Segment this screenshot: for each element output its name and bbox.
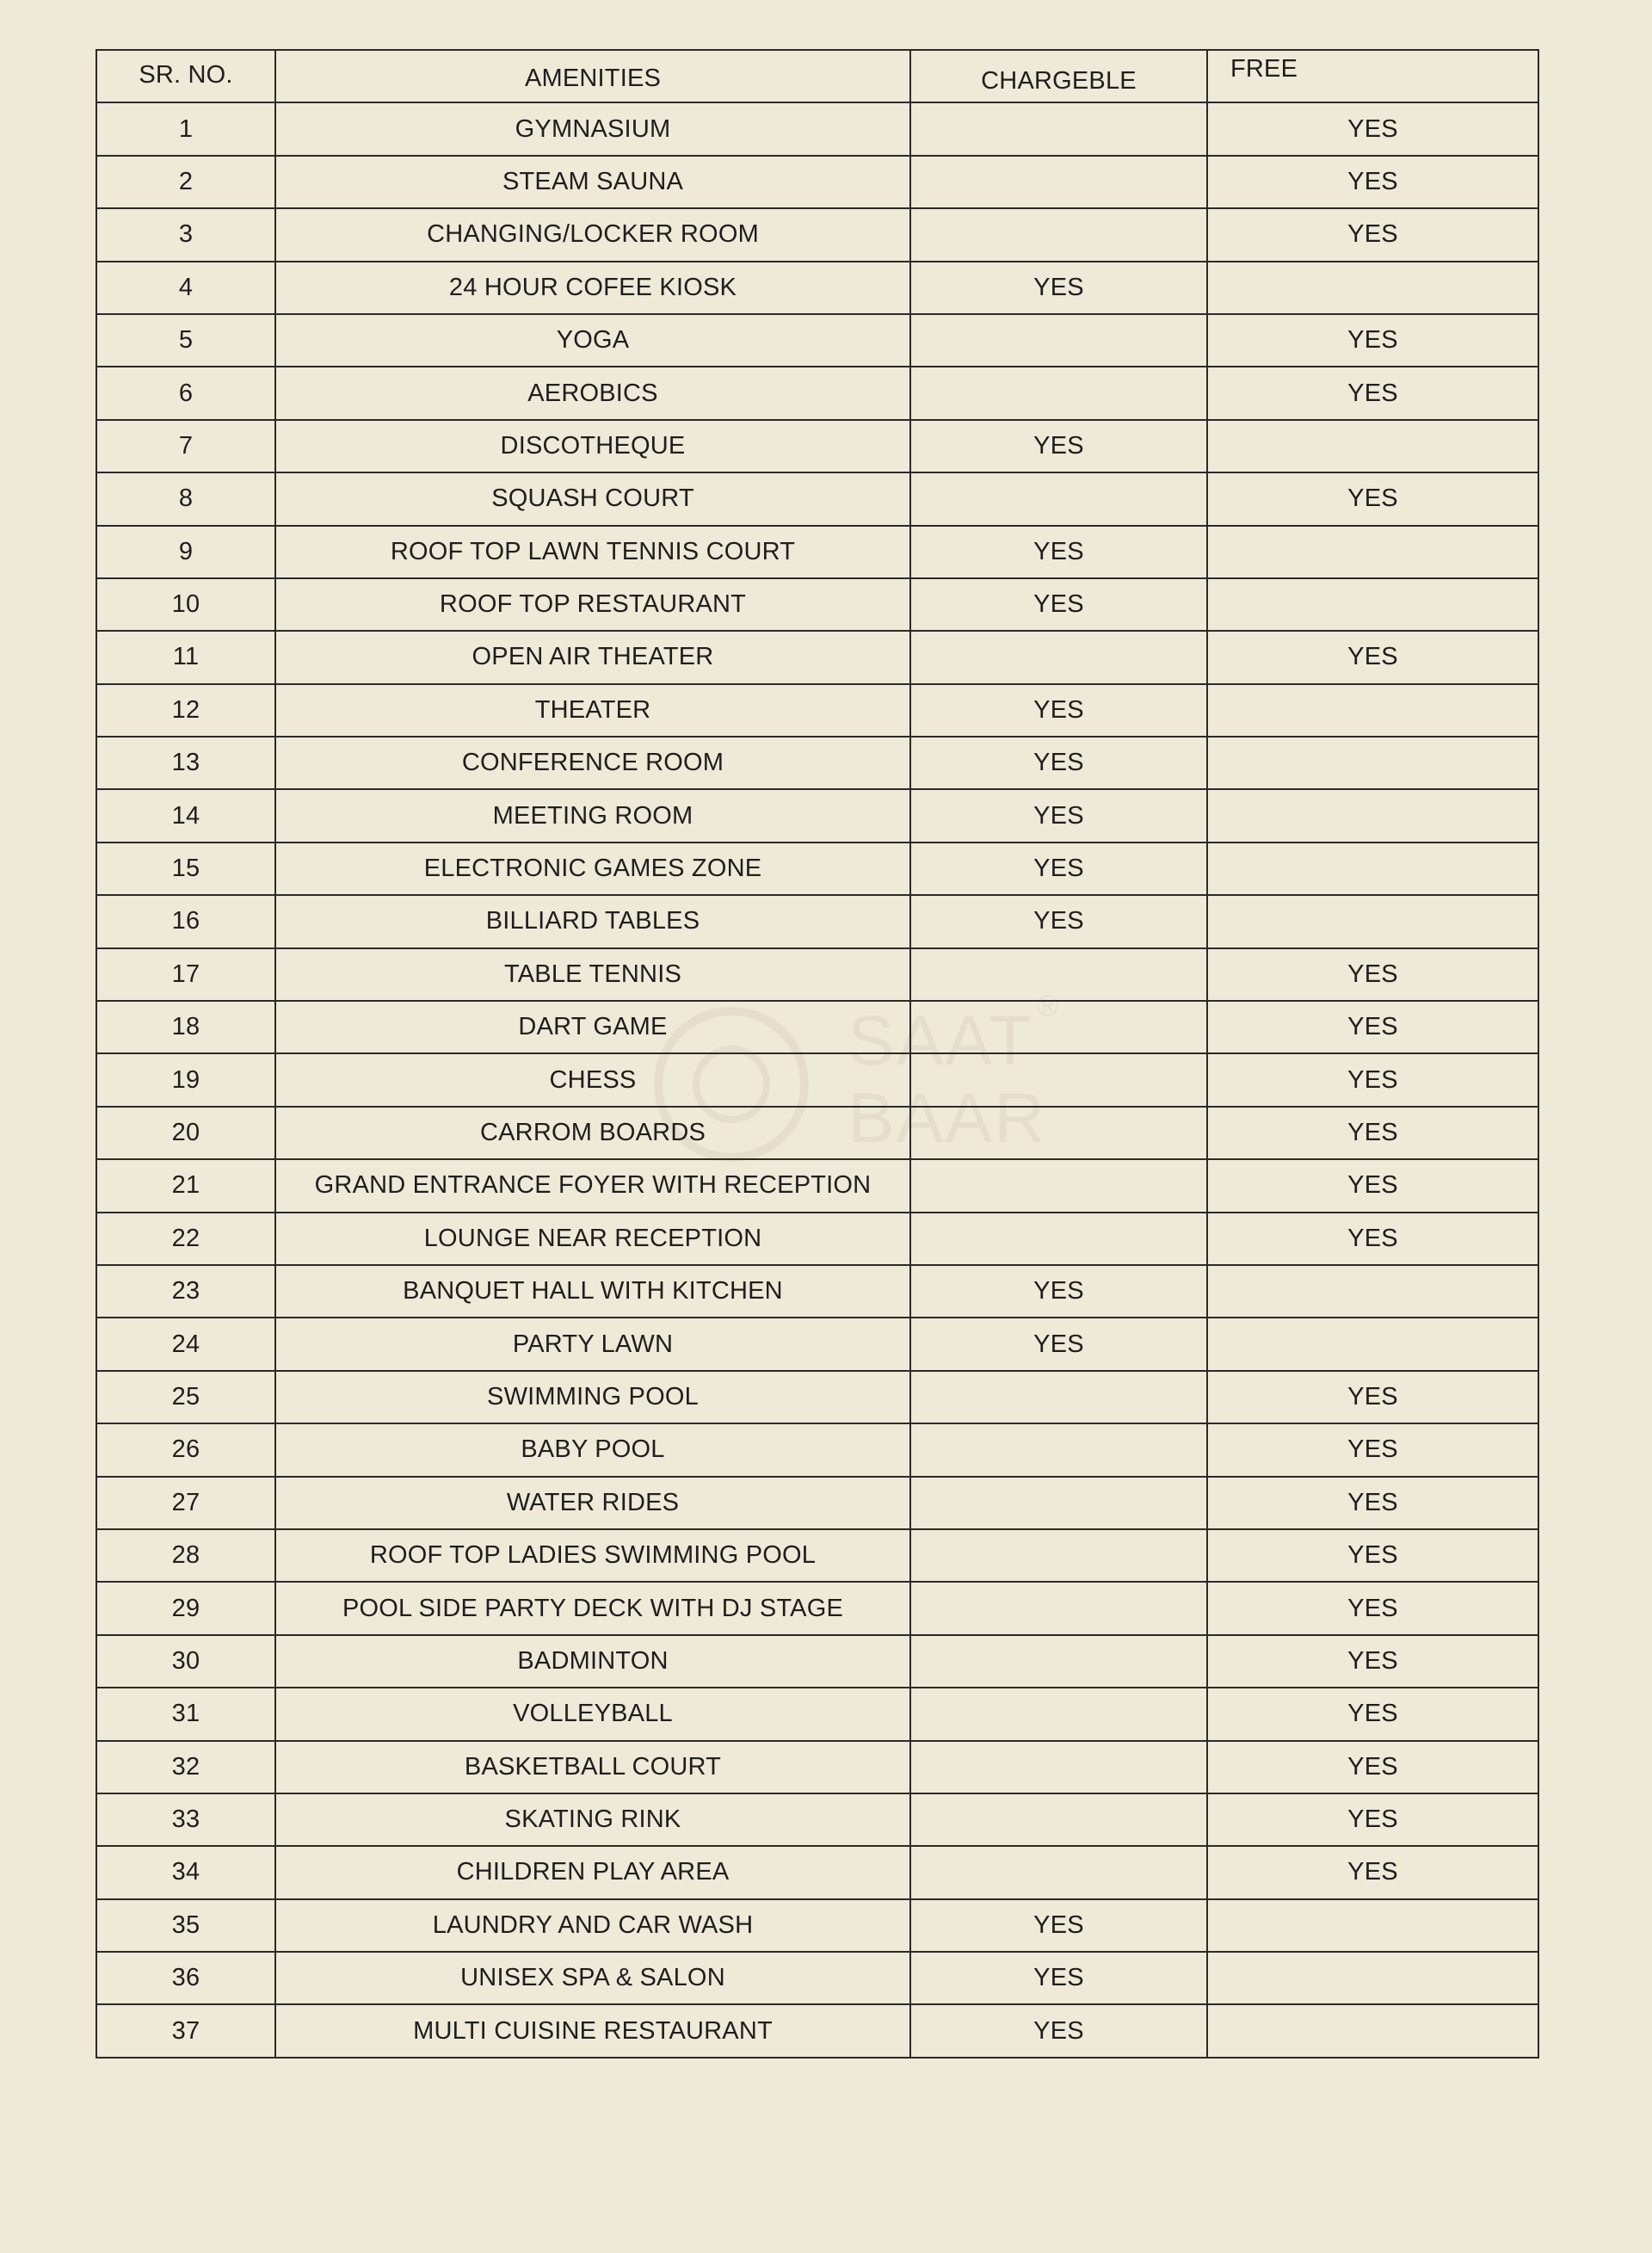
- cell-chargeable: [910, 1371, 1207, 1423]
- cell-sr-no: 9: [96, 526, 275, 578]
- table-row: [96, 1159, 1538, 1212]
- cell-chargeable: [910, 631, 1207, 683]
- cell-amenity: MEETING ROOM: [275, 789, 910, 842]
- table-row: [96, 526, 1538, 578]
- table-row: [96, 1477, 1538, 1529]
- cell-chargeable: YES: [910, 1952, 1207, 2004]
- table-row: [96, 1318, 1538, 1370]
- cell-chargeable: [910, 156, 1207, 208]
- table-row: [96, 1529, 1538, 1582]
- cell-free: [1207, 684, 1538, 737]
- cell-amenity: YOGA: [275, 314, 910, 367]
- cell-sr-no: 31: [96, 1688, 275, 1740]
- table-row: [96, 1899, 1538, 1952]
- cell-sr-no: 4: [96, 262, 275, 314]
- cell-amenity: UNISEX SPA & SALON: [275, 1952, 910, 2004]
- table-row: [96, 1688, 1538, 1740]
- table-row: [96, 578, 1538, 631]
- cell-amenity: CARROM BOARDS: [275, 1107, 910, 1159]
- cell-free: YES: [1207, 1371, 1538, 1423]
- cell-chargeable: [910, 1688, 1207, 1740]
- cell-amenity: STEAM SAUNA: [275, 156, 910, 208]
- cell-sr-no: 17: [96, 948, 275, 1001]
- cell-sr-no: 36: [96, 1952, 275, 2004]
- table-row: [96, 262, 1538, 314]
- cell-sr-no: 13: [96, 737, 275, 789]
- cell-free: [1207, 1265, 1538, 1318]
- cell-amenity: WATER RIDES: [275, 1477, 910, 1529]
- cell-free: [1207, 420, 1538, 472]
- cell-amenity: CONFERENCE ROOM: [275, 737, 910, 789]
- cell-amenity: SQUASH COURT: [275, 472, 910, 525]
- cell-amenity: OPEN AIR THEATER: [275, 631, 910, 683]
- cell-free: YES: [1207, 1107, 1538, 1159]
- cell-sr-no: 8: [96, 472, 275, 525]
- cell-amenity: ELECTRONIC GAMES ZONE: [275, 843, 910, 895]
- table-row: [96, 1793, 1538, 1846]
- cell-chargeable: YES: [910, 843, 1207, 895]
- header-amenities: AMENITIES: [275, 50, 910, 102]
- cell-free: YES: [1207, 1635, 1538, 1688]
- cell-sr-no: 16: [96, 895, 275, 947]
- cell-amenity: TABLE TENNIS: [275, 948, 910, 1001]
- cell-chargeable: [910, 472, 1207, 525]
- cell-sr-no: 2: [96, 156, 275, 208]
- cell-amenity: CHESS: [275, 1053, 910, 1106]
- cell-amenity: BABY POOL: [275, 1423, 910, 1476]
- cell-chargeable: YES: [910, 2004, 1207, 2057]
- cell-sr-no: 30: [96, 1635, 275, 1688]
- table-row: [96, 472, 1538, 525]
- cell-free: [1207, 737, 1538, 789]
- amenities-table: [96, 49, 1539, 2059]
- cell-amenity: PARTY LAWN: [275, 1318, 910, 1370]
- cell-chargeable: YES: [910, 526, 1207, 578]
- cell-chargeable: [910, 1213, 1207, 1265]
- cell-sr-no: 15: [96, 843, 275, 895]
- cell-free: YES: [1207, 1529, 1538, 1582]
- cell-sr-no: 20: [96, 1107, 275, 1159]
- cell-free: YES: [1207, 1001, 1538, 1053]
- cell-amenity: LAUNDRY AND CAR WASH: [275, 1899, 910, 1952]
- cell-sr-no: 37: [96, 2004, 275, 2057]
- table-row: [96, 1213, 1538, 1265]
- watermark-line2: BAAR: [848, 1079, 1047, 1157]
- cell-sr-no: 34: [96, 1846, 275, 1898]
- cell-amenity: BANQUET HALL WITH KITCHEN: [275, 1265, 910, 1318]
- cell-free: YES: [1207, 948, 1538, 1001]
- table-row: [96, 2004, 1538, 2057]
- cell-chargeable: [910, 1001, 1207, 1053]
- cell-amenity: BADMINTON: [275, 1635, 910, 1688]
- table-row: [96, 895, 1538, 947]
- cell-free: YES: [1207, 156, 1538, 208]
- table-row: [96, 1265, 1538, 1318]
- cell-chargeable: [910, 1635, 1207, 1688]
- cell-sr-no: 23: [96, 1265, 275, 1318]
- cell-amenity: VOLLEYBALL: [275, 1688, 910, 1740]
- cell-free: [1207, 262, 1538, 314]
- cell-chargeable: [910, 102, 1207, 155]
- cell-sr-no: 18: [96, 1001, 275, 1053]
- cell-free: YES: [1207, 314, 1538, 367]
- cell-chargeable: [910, 1529, 1207, 1582]
- cell-sr-no: 27: [96, 1477, 275, 1529]
- table-row: [96, 156, 1538, 208]
- cell-free: YES: [1207, 472, 1538, 525]
- table-row: [96, 1371, 1538, 1423]
- table-row: [96, 1423, 1538, 1476]
- cell-sr-no: 19: [96, 1053, 275, 1106]
- table-row: [96, 737, 1538, 789]
- cell-sr-no: 6: [96, 367, 275, 419]
- cell-chargeable: [910, 1846, 1207, 1898]
- cell-amenity: LOUNGE NEAR RECEPTION: [275, 1213, 910, 1265]
- cell-chargeable: YES: [910, 1265, 1207, 1318]
- cell-amenity: DART GAME: [275, 1001, 910, 1053]
- cell-free: YES: [1207, 1688, 1538, 1740]
- cell-chargeable: YES: [910, 1318, 1207, 1370]
- cell-free: YES: [1207, 1159, 1538, 1212]
- cell-sr-no: 10: [96, 578, 275, 631]
- cell-free: [1207, 1318, 1538, 1370]
- cell-free: [1207, 526, 1538, 578]
- table-row: [96, 843, 1538, 895]
- watermark-line1: SAAT: [848, 1002, 1034, 1080]
- cell-free: YES: [1207, 1846, 1538, 1898]
- cell-amenity: THEATER: [275, 684, 910, 737]
- watermark-registered-icon: ®: [1037, 990, 1059, 1022]
- cell-amenity: BILLIARD TABLES: [275, 895, 910, 947]
- cell-chargeable: [910, 1053, 1207, 1106]
- cell-chargeable: YES: [910, 737, 1207, 789]
- table-row: [96, 1053, 1538, 1106]
- cell-chargeable: [910, 208, 1207, 261]
- cell-sr-no: 7: [96, 420, 275, 472]
- table-row: [96, 367, 1538, 419]
- cell-free: YES: [1207, 1423, 1538, 1476]
- cell-chargeable: YES: [910, 1899, 1207, 1952]
- cell-sr-no: 28: [96, 1529, 275, 1582]
- cell-chargeable: [910, 1582, 1207, 1634]
- cell-chargeable: [910, 1477, 1207, 1529]
- cell-chargeable: YES: [910, 789, 1207, 842]
- cell-free: [1207, 789, 1538, 842]
- cell-free: YES: [1207, 102, 1538, 155]
- cell-sr-no: 35: [96, 1899, 275, 1952]
- cell-amenity: ROOF TOP LAWN TENNIS COURT: [275, 526, 910, 578]
- cell-chargeable: [910, 1741, 1207, 1793]
- cell-amenity: AEROBICS: [275, 367, 910, 419]
- table-row: [96, 1107, 1538, 1159]
- cell-amenity: BASKETBALL COURT: [275, 1741, 910, 1793]
- table-row: [96, 1952, 1538, 2004]
- cell-sr-no: 32: [96, 1741, 275, 1793]
- table-row: [96, 420, 1538, 472]
- table-row: [96, 1582, 1538, 1634]
- cell-free: [1207, 895, 1538, 947]
- cell-chargeable: [910, 367, 1207, 419]
- table-body: [96, 102, 1538, 2057]
- cell-amenity: SKATING RINK: [275, 1793, 910, 1846]
- cell-amenity: CHILDREN PLAY AREA: [275, 1846, 910, 1898]
- cell-free: YES: [1207, 631, 1538, 683]
- cell-free: [1207, 1952, 1538, 2004]
- table-row: [96, 684, 1538, 737]
- table-row: [96, 1741, 1538, 1793]
- cell-free: YES: [1207, 1213, 1538, 1265]
- cell-free: [1207, 2004, 1538, 2057]
- cell-sr-no: 25: [96, 1371, 275, 1423]
- cell-free: YES: [1207, 1477, 1538, 1529]
- cell-amenity: POOL SIDE PARTY DECK WITH DJ STAGE: [275, 1582, 910, 1634]
- cell-amenity: MULTI CUISINE RESTAURANT: [275, 2004, 910, 2057]
- cell-chargeable: [910, 1793, 1207, 1846]
- table-header-row: [96, 50, 1538, 102]
- cell-sr-no: 33: [96, 1793, 275, 1846]
- cell-chargeable: [910, 1423, 1207, 1476]
- table-row: [96, 102, 1538, 155]
- cell-chargeable: [910, 1159, 1207, 1212]
- cell-sr-no: 5: [96, 314, 275, 367]
- cell-free: YES: [1207, 1741, 1538, 1793]
- cell-sr-no: 22: [96, 1213, 275, 1265]
- cell-amenity: 24 HOUR COFEE KIOSK: [275, 262, 910, 314]
- cell-free: YES: [1207, 1582, 1538, 1634]
- cell-chargeable: YES: [910, 262, 1207, 314]
- cell-amenity: ROOF TOP RESTAURANT: [275, 578, 910, 631]
- cell-free: YES: [1207, 367, 1538, 419]
- header-chargeable: CHARGEBLE: [910, 50, 1207, 102]
- cell-amenity: GRAND ENTRANCE FOYER WITH RECEPTION: [275, 1159, 910, 1212]
- table-row: [96, 948, 1538, 1001]
- cell-amenity: SWIMMING POOL: [275, 1371, 910, 1423]
- cell-free: [1207, 1899, 1538, 1952]
- cell-free: [1207, 843, 1538, 895]
- header-sr-no: SR. NO.: [96, 50, 275, 102]
- cell-free: [1207, 578, 1538, 631]
- cell-sr-no: 12: [96, 684, 275, 737]
- table-row: [96, 208, 1538, 261]
- table-row: [96, 631, 1538, 683]
- table-row: [96, 1846, 1538, 1898]
- cell-sr-no: 3: [96, 208, 275, 261]
- cell-sr-no: 26: [96, 1423, 275, 1476]
- cell-free: YES: [1207, 1793, 1538, 1846]
- table-row: [96, 789, 1538, 842]
- cell-sr-no: 1: [96, 102, 275, 155]
- cell-chargeable: [910, 314, 1207, 367]
- cell-free: YES: [1207, 1053, 1538, 1106]
- cell-amenity: ROOF TOP LADIES SWIMMING POOL: [275, 1529, 910, 1582]
- cell-amenity: GYMNASIUM: [275, 102, 910, 155]
- cell-amenity: CHANGING/LOCKER ROOM: [275, 208, 910, 261]
- table-row: [96, 314, 1538, 367]
- cell-free: YES: [1207, 208, 1538, 261]
- cell-sr-no: 14: [96, 789, 275, 842]
- cell-chargeable: YES: [910, 684, 1207, 737]
- cell-sr-no: 24: [96, 1318, 275, 1370]
- table-row: [96, 1001, 1538, 1053]
- cell-chargeable: [910, 948, 1207, 1001]
- cell-chargeable: YES: [910, 578, 1207, 631]
- table-row: [96, 1635, 1538, 1688]
- cell-chargeable: [910, 1107, 1207, 1159]
- cell-chargeable: YES: [910, 420, 1207, 472]
- cell-sr-no: 29: [96, 1582, 275, 1634]
- cell-sr-no: 21: [96, 1159, 275, 1212]
- cell-sr-no: 11: [96, 631, 275, 683]
- cell-amenity: DISCOTHEQUE: [275, 420, 910, 472]
- header-free: FREE: [1207, 50, 1538, 102]
- cell-chargeable: YES: [910, 895, 1207, 947]
